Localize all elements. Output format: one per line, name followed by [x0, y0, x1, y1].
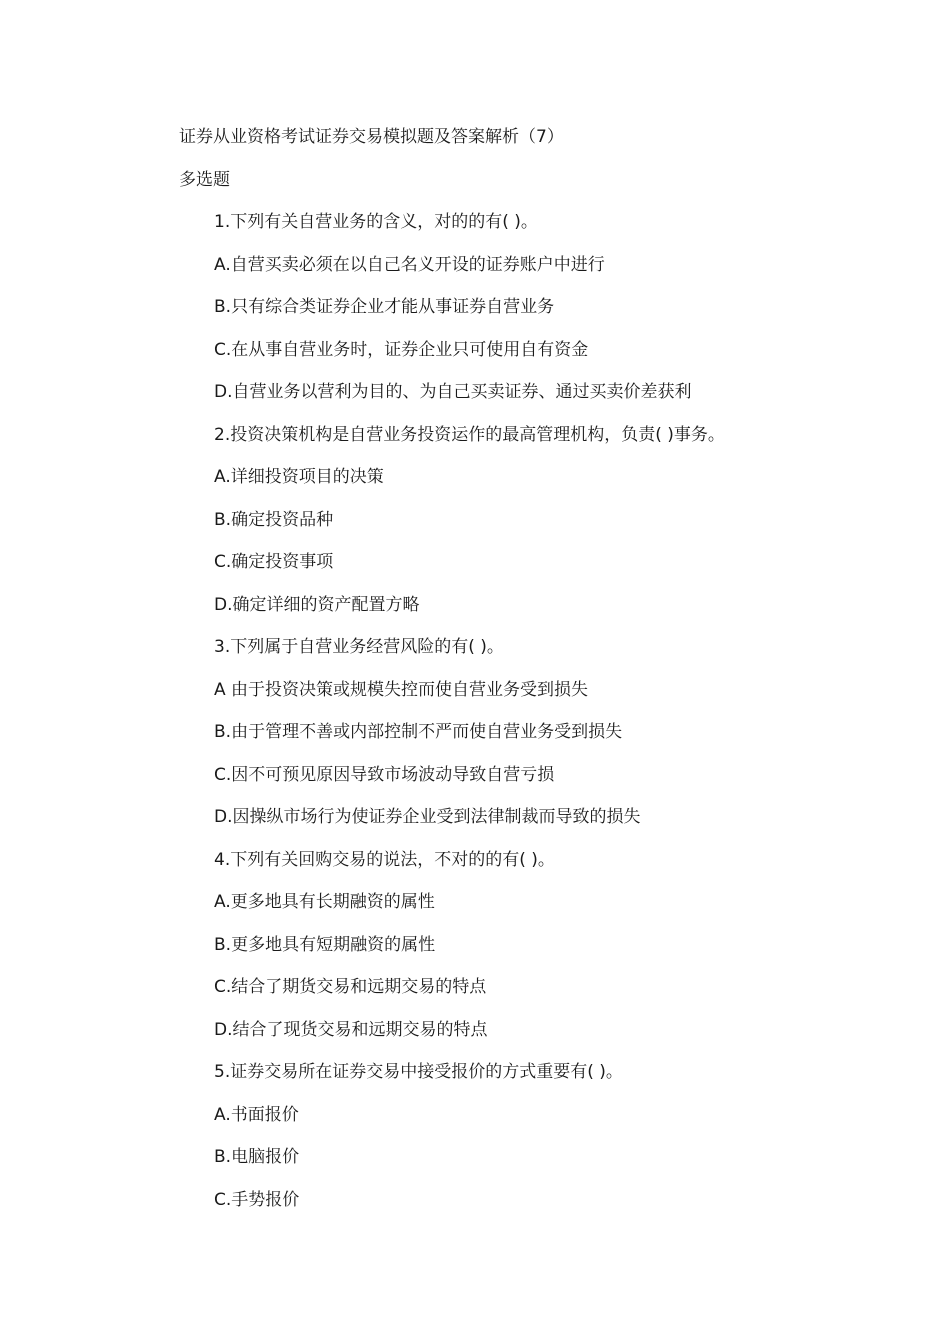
question-3-option-d: D.因操纵市场行为使证券企业受到法律制裁而导致的损失	[214, 807, 641, 827]
question-1-option-a: A.自营买卖必须在以自己名义开设的证券账户中进行	[214, 255, 605, 275]
question-5-option-a: A.书面报价	[214, 1105, 299, 1125]
question-4-option-b: B.更多地具有短期融资的属性	[214, 935, 436, 955]
question-4-option-c: C.结合了期货交易和远期交易的特点	[214, 977, 487, 997]
section-heading: 多选题	[179, 170, 230, 190]
question-3-option-a: A 由于投资决策或规模失控而使自营业务受到损失	[214, 680, 589, 700]
question-2-option-c: C.确定投资事项	[214, 552, 334, 572]
question-1-option-c: C.在从事自营业务时，证券企业只可使用自有资金	[214, 340, 589, 360]
question-3-option-b: B.由于管理不善或内部控制不严而使自营业务受到损失	[214, 722, 623, 742]
question-1-option-d: D.自营业务以营利为目的、为自己买卖证券、通过买卖价差获利	[214, 382, 692, 402]
question-4-option-a: A.更多地具有长期融资的属性	[214, 892, 435, 912]
question-2-option-a: A.详细投资项目的决策	[214, 467, 384, 487]
question-5-option-c: C.手势报价	[214, 1190, 300, 1210]
question-1-option-b: B.只有综合类证券企业才能从事证券自营业务	[214, 297, 555, 317]
question-4-option-d: D.结合了现货交易和远期交易的特点	[214, 1020, 488, 1040]
question-4-stem: 4.下列有关回购交易的说法，不对的的有( )。	[214, 850, 555, 870]
question-2-option-b: B.确定投资品种	[214, 510, 334, 530]
question-3-option-c: C.因不可预见原因导致市场波动导致自营亏损	[214, 765, 555, 785]
question-5-option-b: B.电脑报价	[214, 1147, 300, 1167]
question-1-stem: 1.下列有关自营业务的含义，对的的有( )。	[214, 212, 538, 232]
question-5-stem: 5.证券交易所在证券交易中接受报价的方式重要有( )。	[214, 1062, 623, 1082]
question-2-option-d: D.确定详细的资产配置方略	[214, 595, 420, 615]
document-title: 证券从业资格考试证券交易模拟题及答案解析（7）	[179, 127, 564, 147]
question-3-stem: 3.下列属于自营业务经营风险的有( )。	[214, 637, 504, 657]
question-2-stem: 2.投资决策机构是自营业务投资运作的最高管理机构，负责( )事务。	[214, 425, 725, 445]
